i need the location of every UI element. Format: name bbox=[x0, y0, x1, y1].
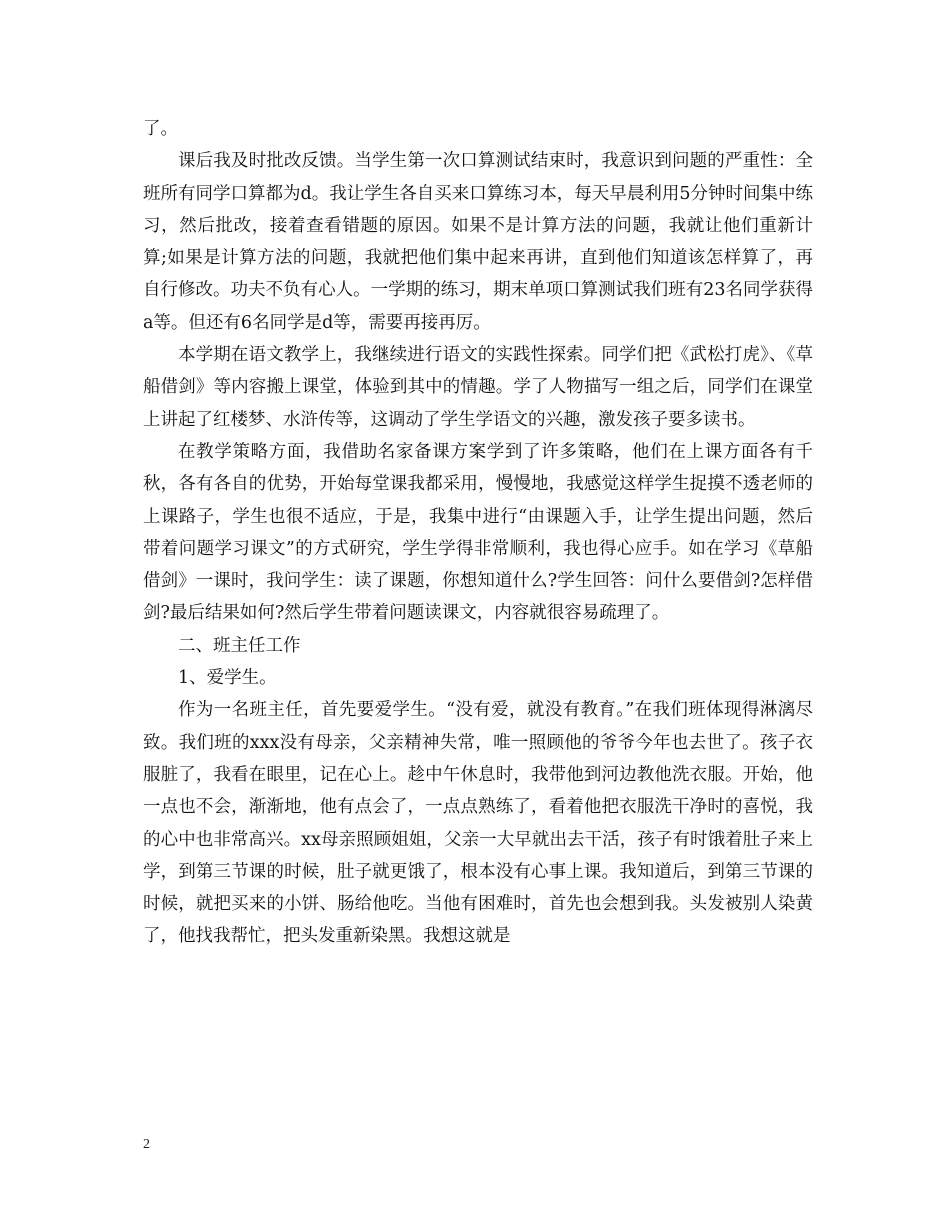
paragraph-oral-arithmetic-feedback: 课后我及时批改反馈。当学生第一次口算测试结束时，我意识到问题的严重性：全班所有同学口算都为d。我让学生各自买来口算练习本，每天早晨利用5分钟时间集中练习，然后批改，接着查看错题的原因。如果不是计算方法的问题，我就让他们重新计算;如果是计算方法的问题，我就把他们集中起来再讲，直到他们知道该怎样算了，再自行修改。功夫不负有心人。一学期的练习，期末单项口算测试我们班有23名同学获得a等。但还有6名同学是d等，需要再接再厉。 bbox=[143, 151, 813, 333]
section-heading-class-teacher-work: 二、班主任工作 bbox=[178, 635, 301, 656]
body-text bbox=[143, 113, 813, 953]
paragraph-chinese-teaching: 本学期在语文教学上，我继续进行语文的实践性探索。同学们把《武松打虎》、《草船借剑》等内容搬上课堂，体验到其中的情趣。学了人物描写一组之后，同学们在课堂上讲起了红楼梦、水浒传等，这调动了学生学语文的兴趣，激发孩子要多读书。 bbox=[143, 345, 813, 430]
page-number: 2 bbox=[143, 1137, 150, 1152]
paragraph-continuation: 了。 bbox=[143, 119, 178, 139]
paragraph-teaching-strategy: 在教学策略方面，我借助名家备课方案学到了许多策略，他们在上课方面各有千秋，各有各自的优势，开始每堂课我都采用，慢慢地，我感觉这样学生捉摸不透老师的上课路子，学生也很不适应，于是，我集中进行“由课题入手，让学生提出问题，然后带着问题学习课文”的方式研究，学生学得非常顺利，我也得心应手。如在学习《草船借剑》一课时，我问学生：读了课题，你想知道什么?学生回答：问什么要借剑?怎样借剑?最后结果如何?然后学生带着问题读课文，内容就很容易疏理了。 bbox=[143, 441, 813, 624]
paragraph-love-students: 作为一名班主任，首先要爱学生。“没有爱，就没有教育。”在我们班体现得淋漓尽致。我们班的xxx没有母亲，父亲精神失常，唯一照顾他的爷爷今年也去世了。孩子衣服脏了，我看在眼里，记在心上。趁中午休息时，我带他到河边教他洗衣服。开始，他一点也不会，渐渐地，他有点会了，一点点熟练了，看着他把衣服洗干净时的喜悦，我的心中也非常高兴。xx母亲照顾姐姐，父亲一大早就出去干活，孩子有时饿着肚子来上学，到第三节课的时候，肚子就更饿了，根本没有心事上课。我知道后，到第三节课的时候，就把买来的小饼、肠给他吃。当他有困难时，首先也会想到我。头发被别人染黄了，他找我帮忙，把头发重新染黑。我想这就是 bbox=[143, 700, 813, 947]
subheading-love-students: 1、爱学生。 bbox=[178, 668, 277, 689]
